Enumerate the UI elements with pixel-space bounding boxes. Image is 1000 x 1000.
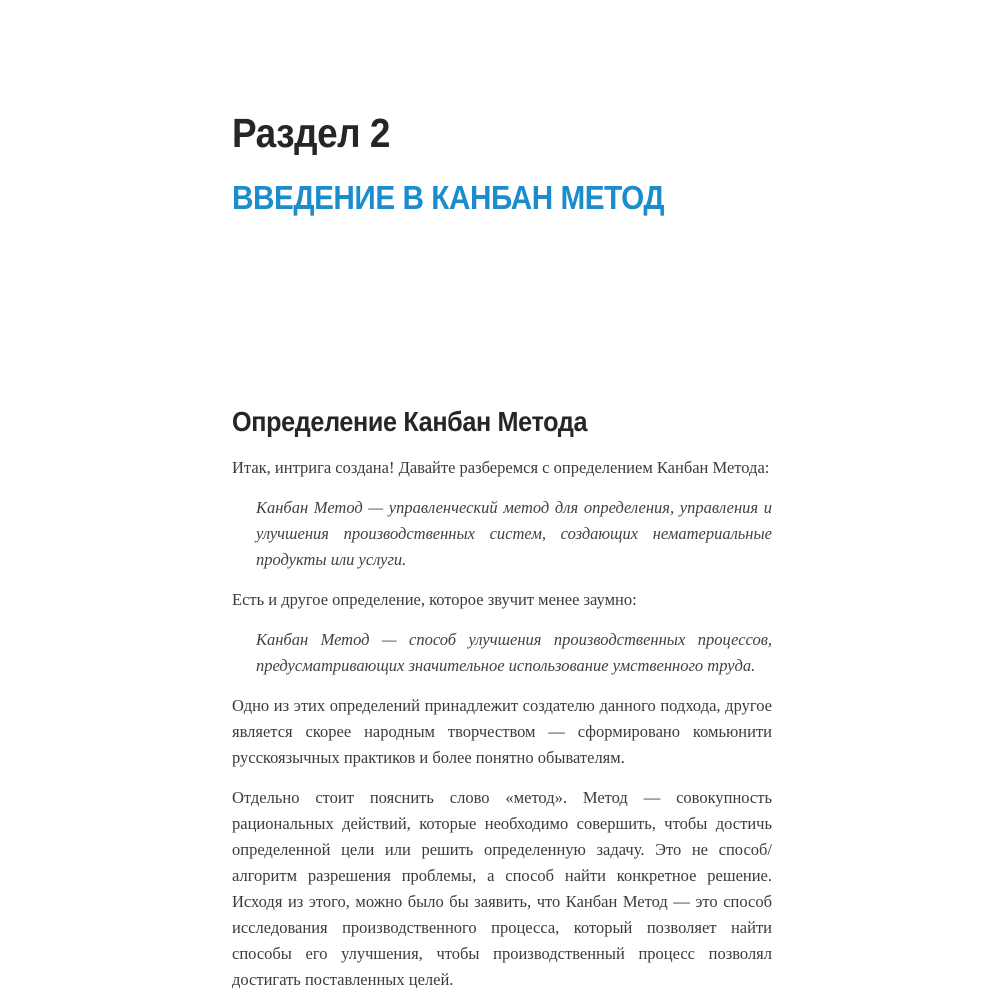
paragraph-method-explanation: Отдельно стоит пояснить слово «метод». Метод — совокупность рациональных действий, которые необходимо совершить, чтобы достичь определенной цели или решить определенную задачу. Это не способ/алгоритм разрешения проблемы, а способ найти конкретное решение. Исходя из этого, можно было бы заявить, что Канбан Метод — это способ исследования производственного процесса, который позволяет найти способы его улучшения, чтобы производственный процесс позволял достигать поставленных целей. — [232, 788, 772, 990]
chapter-header — [232, 112, 852, 216]
section-label: Раздел 2 — [232, 110, 391, 156]
content-heading: Определение Канбан Метода — [232, 406, 588, 437]
paragraph-intro: Итак, интрига создана! Давайте разберемся с определением Канбан Метода: — [232, 458, 770, 478]
blockquote-definition-2: Канбан Метод — способ улучшения производственных процессов, предусматривающих значительное использование умственного труда. — [256, 630, 772, 676]
blockquote-definition-1: Канбан Метод — управленческий метод для определения, управления и улучшения производственных систем, создающих нематериальные продукты или услуги. — [256, 498, 772, 570]
section-title: ВВЕДЕНИЕ В КАНБАН МЕТОД — [232, 179, 665, 217]
paragraph-alternative: Есть и другое определение, которое звучит менее заумно: — [232, 590, 637, 610]
paragraph-origins: Одно из этих определений принадлежит создателю данного подхода, другое является скорее народным творчеством — сформировано комьюнити русскоязычных практиков и более понятно обывателям. — [232, 696, 772, 768]
page-content — [232, 406, 772, 1000]
